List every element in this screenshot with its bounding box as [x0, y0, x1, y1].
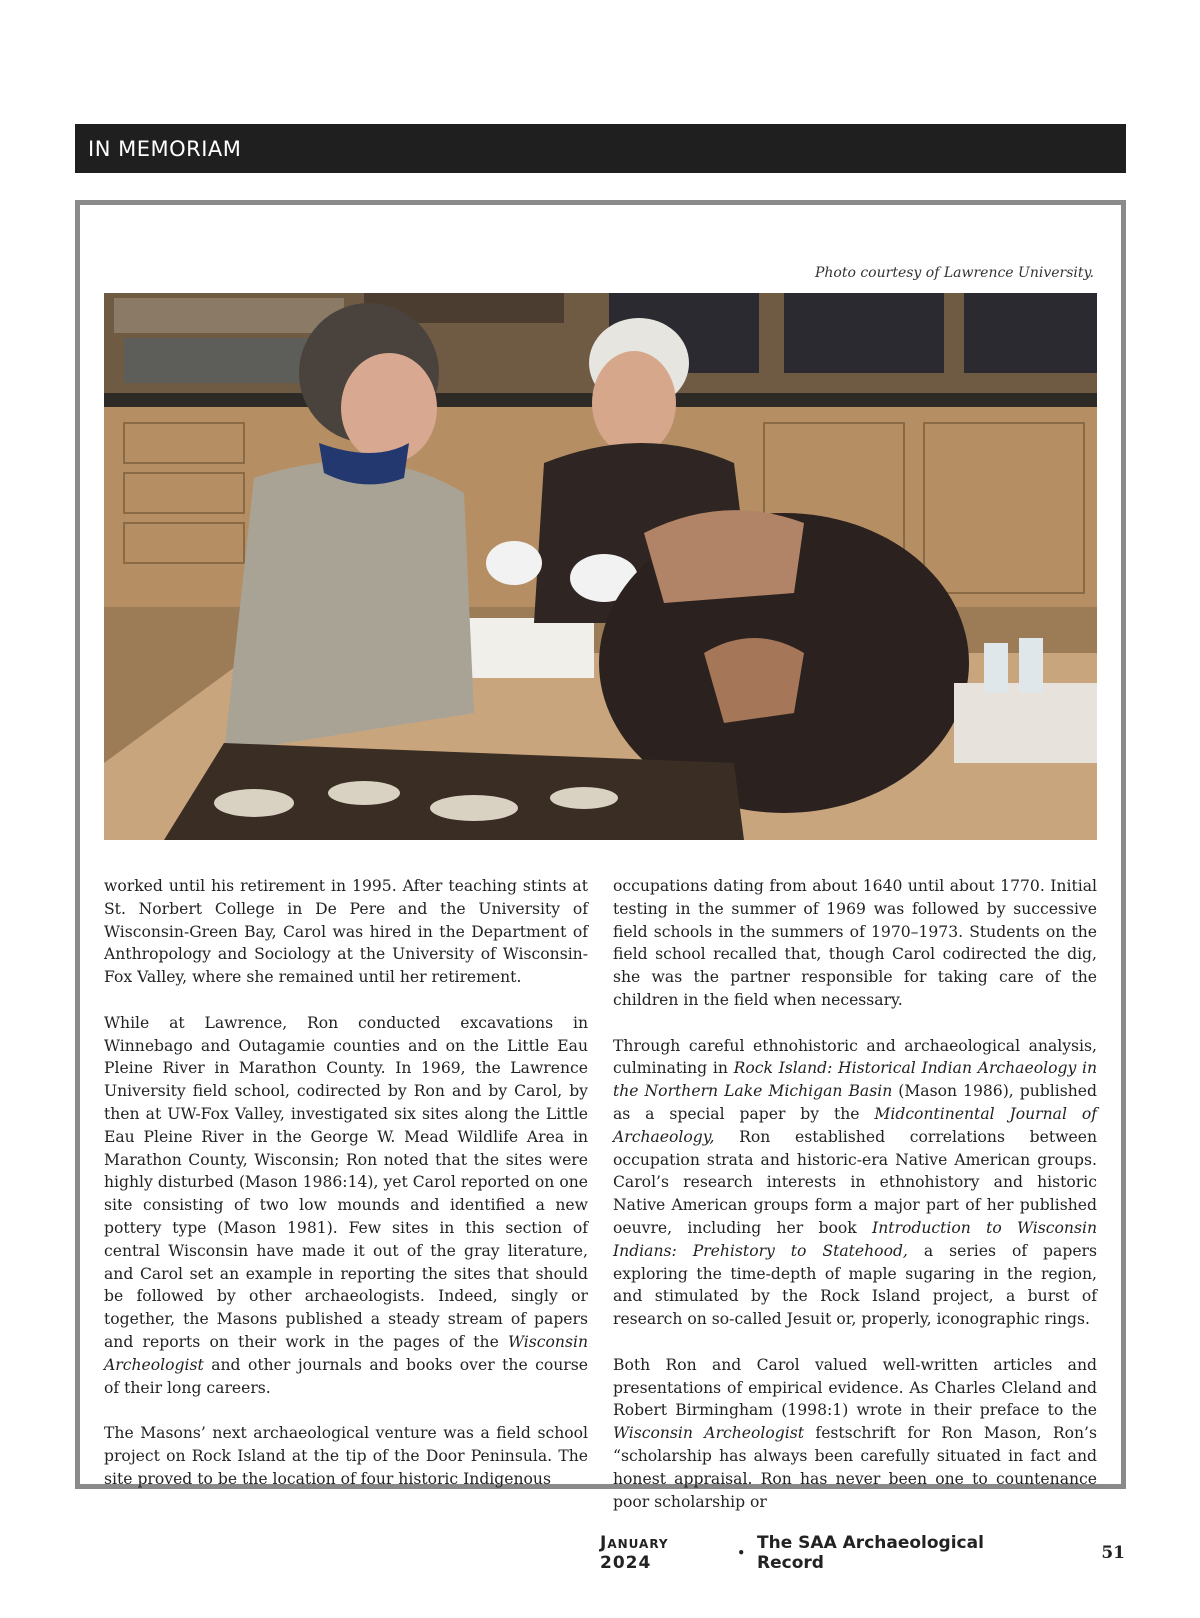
italic-title: Midcontinental Journal of Archaeology,	[613, 1104, 1097, 1146]
paragraph	[613, 875, 1097, 1012]
text-run: The Masons’ next archaeological venture was a field school project on Rock Island at the tip of the Door Peninsula. The site proved to be the location of four historic Indigenous	[104, 1424, 588, 1488]
right-column	[613, 875, 1098, 1511]
page-footer	[600, 1533, 1125, 1573]
section-banner	[75, 124, 1126, 173]
text-run: Ron established correlations between occupation strata and historic-era Native American groups. Carol’s research interests in ethnohistory and historic Native American groups form a major part of her published oeuvre, including her book	[613, 1127, 1097, 1237]
footer-issue: January 2024	[600, 1533, 669, 1573]
text-run: occupations dating from about 1640 until about 1770. Initial testing in the summer of 1969 was followed by successive field schools in the summers of 1970–1973. Students on the field school recalled that, though Carol codirected the dig, she was the partner responsible for taking care of the children in the field when necessary.	[613, 877, 1097, 1009]
text-run: a series of papers exploring the time-depth of maple sugaring in the region, and stimulated by the Rock Island project, a burst of research on so-called Jesuit or, properly, iconographic rings.	[613, 1241, 1098, 1329]
text-run: Through careful ethnohistoric and archaeological analysis, culminating in	[613, 1036, 1097, 1078]
text-run: and other journals and books over the course of their long careers.	[104, 1355, 588, 1397]
text-run: Both Ron and Carol valued well-written articles and presentations of empirical evidence. As Charles Cleland and Robert Birmingham (1998:1) wrote in their preface to the	[613, 1355, 1097, 1420]
page-number: 51	[1101, 1543, 1125, 1563]
italic-title: Introduction to Wisconsin Indians: Prehistory to Statehood,	[613, 1218, 1097, 1260]
paragraph	[104, 1422, 588, 1490]
photo-illustration	[104, 293, 1097, 840]
footer-separator: •	[737, 1546, 746, 1560]
italic-title: Wisconsin Archeologist	[104, 1332, 588, 1374]
section-title: IN MEMORIAM	[88, 136, 242, 161]
italic-title: Rock Island: Historical Indian Archaeology in the Northern Lake Michigan Basin	[613, 1059, 1097, 1101]
paragraph	[104, 875, 588, 989]
photo	[104, 293, 1097, 840]
italic-title: Wisconsin Archeologist	[613, 1424, 805, 1443]
text-run: worked until his retirement in 1995. After teaching stints at St. Norbert College in De Pere and the University of Wisconsin-Green Bay, Carol was hired in the Department of Anthropology and Sociology at the University of Wisconsin-Fox Valley, where she remained until her retirement.	[104, 877, 588, 987]
paragraph	[613, 1354, 1097, 1514]
left-column	[104, 875, 588, 1488]
text-run: festschrift for Ron Mason, Ron’s “scholarship has always been carefully situated in fact and honest appraisal. Ron has never been one to countenance poor scholarship or	[613, 1424, 1098, 1511]
paragraph	[104, 1012, 588, 1400]
text-run: (Mason 1986), published as a special paper by the	[613, 1082, 1097, 1123]
article-frame	[75, 200, 1126, 1511]
paragraph	[613, 1035, 1097, 1331]
article-body	[104, 875, 1098, 1511]
footer-journal: The SAA Archaeological Record	[757, 1533, 984, 1573]
text-run: While at Lawrence, Ron conducted excavations in Winnebago and Outagamie counties and on the Little Eau Pleine River in Marathon County. In 1969, the Lawrence University field school, codirected by Ron and by Carol, by then at UW-Fox Valley, investigated six sites along the Little Eau Pleine River in the George W. Mead Wildlife Area in Marathon County, Wisconsin; Ron noted that the sites were highly disturbed (Mason 1986:14), yet Carol reported on one site consisting of two low mounds and identified a new pottery type (Mason 1981). Few sites in this section of central Wisconsin have made it out of the gray literature, and Carol set an example in reporting the sites that should be followed by other archaeologists. Indeed, singly or together, the Masons published a steady stream of papers and reports on their work in the pages of the	[104, 1013, 588, 1351]
photo-credit: Photo courtesy of Lawrence University.	[814, 265, 1094, 281]
